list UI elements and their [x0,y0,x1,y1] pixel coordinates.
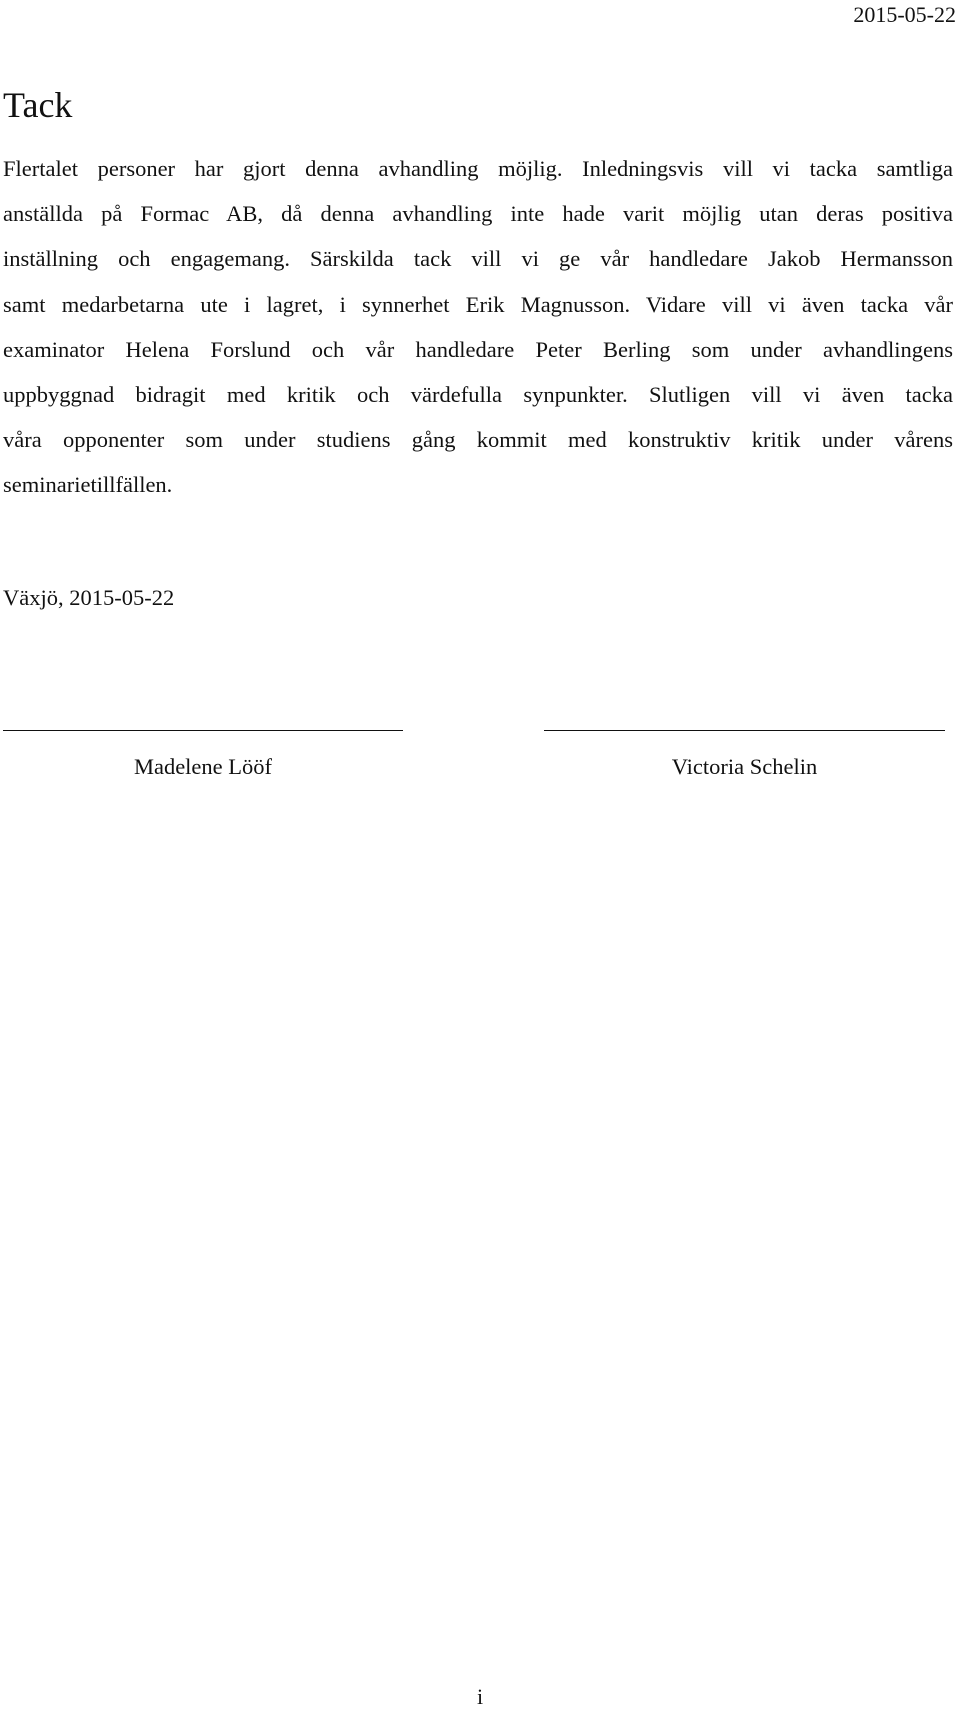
paragraph-line: inställning och engagemang. Särskilda tack vill vi ge vår handledare Jakob Hermansson [3,246,953,272]
paragraph-line: våra opponenter som under studiens gång kommit med konstruktiv kritik under vårens [3,427,953,453]
place-and-date: Växjö, 2015-05-22 [3,585,175,610]
signature-line-left [3,730,403,731]
paragraph-line: examinator Helena Forslund och vår handledare Peter Berling som under avhandlingens [3,336,953,362]
signatory-name-right: Victoria Schelin [671,754,818,779]
paragraph-line: Flertalet personer har gjort denna avhandling möjlig. Inledningsvis vill vi tacka samtliga [3,156,953,181]
signature-line-right [544,730,945,731]
signatory-name-left: Madelene Lööf [133,754,273,779]
paragraph-line: anställda på Formac AB, då denna avhandling inte hade varit möjlig utan deras positiva [3,201,953,227]
paragraph-line: seminarietillfällen. [3,472,173,498]
header-date: 2015-05-22 [853,2,956,27]
paragraph-line: samt medarbetarna ute i lagret, i synnerhet Erik Magnusson. Vidare vill vi även tacka vår [3,291,953,317]
page-number: i [476,1684,484,1709]
acknowledgement-paragraph [3,146,953,508]
page-title: Tack [3,85,73,125]
paragraph-line: uppbyggnad bidragit med kritik och värdefulla synpunkter. Slutligen vill vi även tacka [3,381,953,407]
